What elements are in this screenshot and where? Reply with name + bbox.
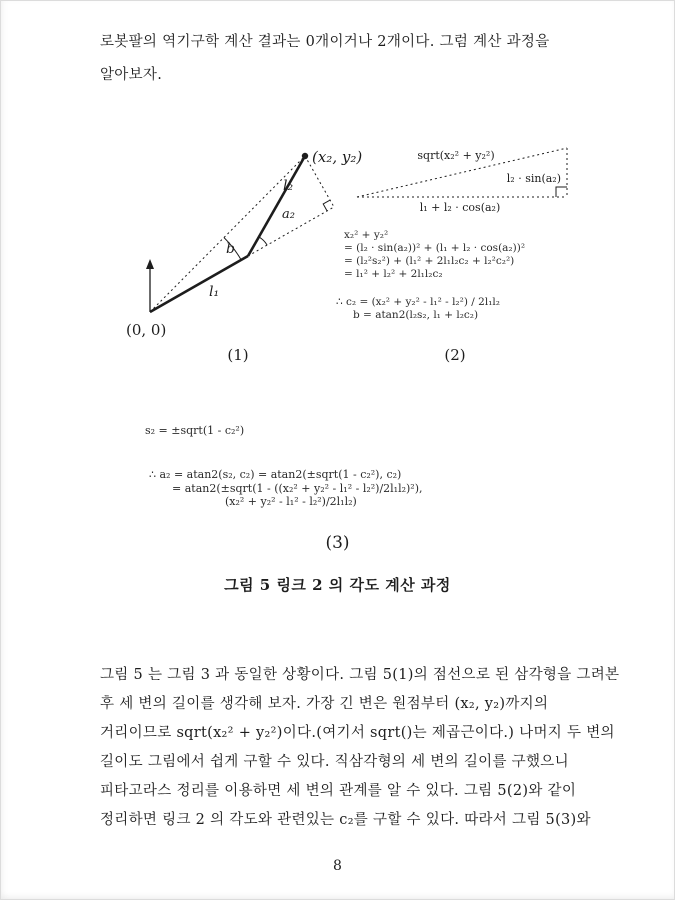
triangle-right-angle-marker-icon xyxy=(556,187,567,197)
c2-conclusion xyxy=(336,296,500,322)
right-angle-marker-icon xyxy=(323,200,330,211)
text-line: 피타고라스 정리를 이용하면 세 변의 관계를 알 수 있다. 그림 5(2)와 같이 xyxy=(100,783,577,799)
adjacent-side-label: l₁ + l₂ · cos(a₂) xyxy=(419,201,501,214)
equation-line: ∴ c₂ = (x₂² + y₂² - l₁² - l₂²) / 2l₁l₂ xyxy=(336,296,500,308)
origin-label: (0, 0) xyxy=(126,321,167,339)
equation-line: = (l₂ · sin(a₂))² + (l₁ + l₂ · cos(a₂))² xyxy=(344,242,526,254)
hypotenuse-dotted-line xyxy=(150,156,305,312)
hypotenuse-length-label: sqrt(x₂² + y₂²) xyxy=(417,149,495,162)
angle-b-label: b xyxy=(226,241,235,257)
text-line: 거리이므로 sqrt(x₂² + y₂²)이다.(여기서 sqrt()는 제곱근이다.) 나머지 두 변의 xyxy=(100,725,615,741)
link2-label: l₂ xyxy=(283,178,294,194)
body-paragraph xyxy=(100,661,619,835)
subfigure-1-number: (1) xyxy=(227,346,249,364)
equation-line: (x₂² + y₂² - l₁² - l₂²)/2l₁l₂) xyxy=(225,495,357,508)
link2-line xyxy=(248,156,305,256)
text-line: 정리하면 링크 2 의 각도와 관련있는 c₂를 구할 수 있다. 따라서 그림 5(3)와 xyxy=(100,812,591,828)
robot-arm-diagram xyxy=(126,148,362,364)
link1-line xyxy=(150,256,248,312)
endpoint-label: (x₂, y₂) xyxy=(312,148,363,166)
equation-line: = l₁² + l₂² + 2l₁l₂c₂ xyxy=(344,268,443,280)
text-line: 알아보자. xyxy=(100,67,163,83)
s2-equation: s₂ = ±sqrt(1 - c₂²) xyxy=(145,424,245,437)
text-line: 로봇팔의 역기구학 계산 결과는 0개이거나 2개이다. 그럼 계산 과정을 xyxy=(100,34,550,50)
text-line: 길이도 그림에서 쉽게 구할 수 있다. 직삼각형의 세 변의 길이를 구했으니 xyxy=(100,754,569,770)
subfigure-2-number: (2) xyxy=(444,346,466,364)
text-line: 그림 5 는 그림 3 과 동일한 상황이다. 그림 5(1)의 점선으로 된 삼각형을 그려본 xyxy=(100,667,620,683)
pythagoras-derivation xyxy=(344,229,525,281)
endpoint-dot xyxy=(302,153,308,159)
equation-line: ∴ a₂ = atan2(s₂, c₂) = atan2(±sqrt(1 - c₂²), c₂) xyxy=(149,468,402,481)
equation-line: b = atan2(l₂s₂, l₁ + l₂c₂) xyxy=(353,309,479,321)
equation-line: = (l₂²s₂²) + (l₁² + 2l₁l₂c₂ + l₂²c₂²) xyxy=(344,255,515,267)
angle-a2-arc xyxy=(259,237,267,245)
subfigure-3-number: (3) xyxy=(325,533,350,553)
axis-arrowhead-icon xyxy=(146,259,154,269)
opposite-side-label: l₂ · sin(a₂) xyxy=(506,172,561,185)
equation-line: x₂² + y₂² xyxy=(344,229,389,241)
angle-a2-label: a₂ xyxy=(282,207,295,222)
figure-caption: 그림 5 링크 2 의 각도 계산 과정 xyxy=(224,576,451,594)
text-line: 후 세 변의 길이를 생각해 보자. 가장 긴 변은 원점부터 (x₂, y₂)까지의 xyxy=(100,696,549,712)
page-number: 8 xyxy=(333,858,342,874)
equation-line: = atan2(±sqrt(1 - ((x₂² + y₂² - l₁² - l₂²)/2l₁l₂)²), xyxy=(172,481,423,495)
link1-label: l₁ xyxy=(209,284,220,300)
a2-equation xyxy=(149,468,423,509)
